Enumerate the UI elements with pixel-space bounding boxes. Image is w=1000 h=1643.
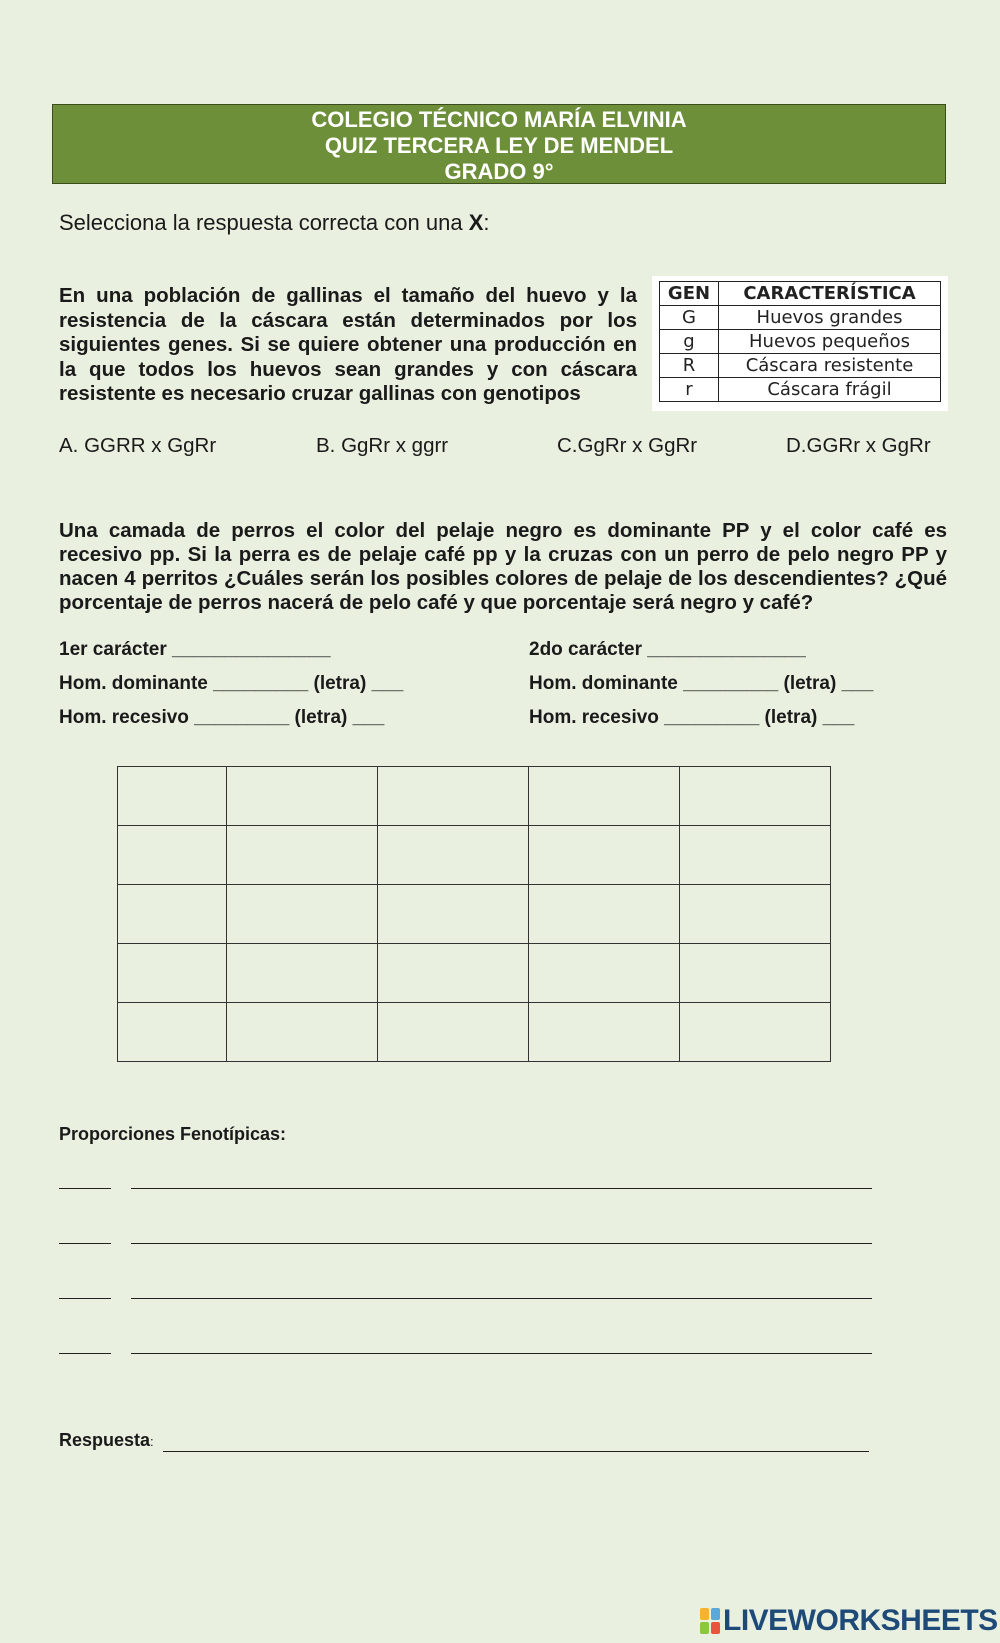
punnett-cell[interactable] bbox=[529, 826, 680, 885]
punnett-square bbox=[117, 766, 831, 1062]
punnett-cell[interactable] bbox=[529, 767, 680, 826]
proportion-answer-line[interactable] bbox=[131, 1298, 872, 1299]
punnett-cell[interactable] bbox=[118, 767, 227, 826]
punnett-cell[interactable] bbox=[378, 885, 529, 944]
punnett-cell[interactable] bbox=[118, 826, 227, 885]
punnett-cell[interactable] bbox=[378, 767, 529, 826]
punnett-cell[interactable] bbox=[680, 885, 831, 944]
answer-label bbox=[59, 1430, 154, 1451]
gene-table bbox=[652, 276, 948, 411]
proportion-answer-line[interactable] bbox=[131, 1188, 872, 1189]
punnett-cell[interactable] bbox=[227, 826, 378, 885]
proportion-answer-line[interactable] bbox=[131, 1243, 872, 1244]
recessive-field-2[interactable]: Hom. recesivo _________ (letra) ___ bbox=[529, 707, 855, 728]
instruction bbox=[59, 210, 490, 236]
gene-header: GEN bbox=[660, 282, 719, 306]
dominant-field-1[interactable]: Hom. dominante _________ (letra) ___ bbox=[59, 673, 404, 694]
instruction-text: Selecciona la respuesta correcta con una bbox=[59, 210, 469, 235]
answer-label-text: Respuesta bbox=[59, 1430, 151, 1450]
characteristic-header: CARACTERÍSTICA bbox=[719, 282, 941, 306]
punnett-cell[interactable] bbox=[118, 885, 227, 944]
punnett-cell[interactable] bbox=[378, 826, 529, 885]
gene-cell: g bbox=[660, 330, 719, 354]
characteristic-cell: Cáscara resistente bbox=[719, 354, 941, 378]
proportion-blank[interactable] bbox=[59, 1243, 111, 1244]
proportion-blank[interactable] bbox=[59, 1298, 111, 1299]
option-a[interactable]: A. GGRR x GgRr bbox=[59, 434, 217, 457]
answer-line[interactable] bbox=[163, 1451, 869, 1452]
instruction-suffix: : bbox=[483, 210, 490, 235]
punnett-cell[interactable] bbox=[378, 1003, 529, 1062]
instruction-mark: X bbox=[468, 210, 484, 235]
dominant-field-2[interactable]: Hom. dominante _________ (letra) ___ bbox=[529, 673, 874, 694]
gene-cell: r bbox=[660, 378, 719, 402]
punnett-cell[interactable] bbox=[680, 826, 831, 885]
header-banner bbox=[52, 104, 946, 184]
answer-label-colon: : bbox=[150, 1434, 154, 1449]
option-b[interactable]: B. GgRr x ggrr bbox=[316, 434, 449, 457]
liveworksheets-logo-icon bbox=[700, 1608, 720, 1634]
punnett-cell[interactable] bbox=[529, 1003, 680, 1062]
phenotypic-proportions-title: Proporciones Fenotípicas: bbox=[59, 1124, 287, 1144]
recessive-field-1[interactable]: Hom. recesivo _________ (letra) ___ bbox=[59, 707, 385, 728]
punnett-cell[interactable] bbox=[529, 885, 680, 944]
punnett-cell[interactable] bbox=[118, 1003, 227, 1062]
gene-cell: R bbox=[660, 354, 719, 378]
option-d[interactable]: D.GGRr x GgRr bbox=[786, 434, 931, 457]
punnett-cell[interactable] bbox=[227, 1003, 378, 1062]
proportion-blank[interactable] bbox=[59, 1188, 111, 1189]
punnett-cell[interactable] bbox=[227, 944, 378, 1003]
school-name: COLEGIO TÉCNICO MARÍA ELVINIA bbox=[311, 107, 687, 132]
punnett-cell[interactable] bbox=[227, 767, 378, 826]
first-character-field[interactable]: 1er carácter _______________ bbox=[59, 639, 331, 660]
proportion-blank[interactable] bbox=[59, 1353, 111, 1354]
proportion-answer-line[interactable] bbox=[131, 1353, 872, 1354]
punnett-cell[interactable] bbox=[680, 944, 831, 1003]
brand-text: LIVEWORKSHEETS bbox=[723, 1604, 998, 1637]
liveworksheets-brand bbox=[700, 1604, 998, 1638]
characteristic-cell: Cáscara frágil bbox=[719, 378, 941, 402]
punnett-cell[interactable] bbox=[680, 1003, 831, 1062]
punnett-cell[interactable] bbox=[529, 944, 680, 1003]
characteristic-cell: Huevos pequeños bbox=[719, 330, 941, 354]
punnett-cell[interactable] bbox=[378, 944, 529, 1003]
characteristic-cell: Huevos grandes bbox=[719, 306, 941, 330]
punnett-cell[interactable] bbox=[680, 767, 831, 826]
quiz-title: QUIZ TERCERA LEY DE MENDEL bbox=[324, 133, 674, 158]
question-1-text: En una población de gallinas el tamaño del huevo y la resistencia de la cáscara están determinados por los siguientes genes. Si se quiere obtener una producción en la que todos los huevos sean grandes y con cáscara resistente es necesario cruzar gallinas con genotipos bbox=[59, 284, 637, 405]
question-2-text: Una camada de perros el color del pelaje negro es dominante PP y el color café es recesivo pp. Si la perra es de pelaje café pp y la cruzas con un perro de pelo negro PP y nacen 4 perritos ¿Cuáles serán los posibles colores de pelaje de los descendientes? ¿Qué porcentaje de perros nacerá de pelo café y que porcentaje será negro y café? bbox=[59, 519, 947, 614]
punnett-cell[interactable] bbox=[227, 885, 378, 944]
punnett-cell[interactable] bbox=[118, 944, 227, 1003]
option-c[interactable]: C.GgRr x GgRr bbox=[557, 434, 698, 457]
gene-cell: G bbox=[660, 306, 719, 330]
second-character-field[interactable]: 2do carácter _______________ bbox=[529, 639, 806, 660]
grade-label: GRADO 9° bbox=[444, 159, 554, 184]
